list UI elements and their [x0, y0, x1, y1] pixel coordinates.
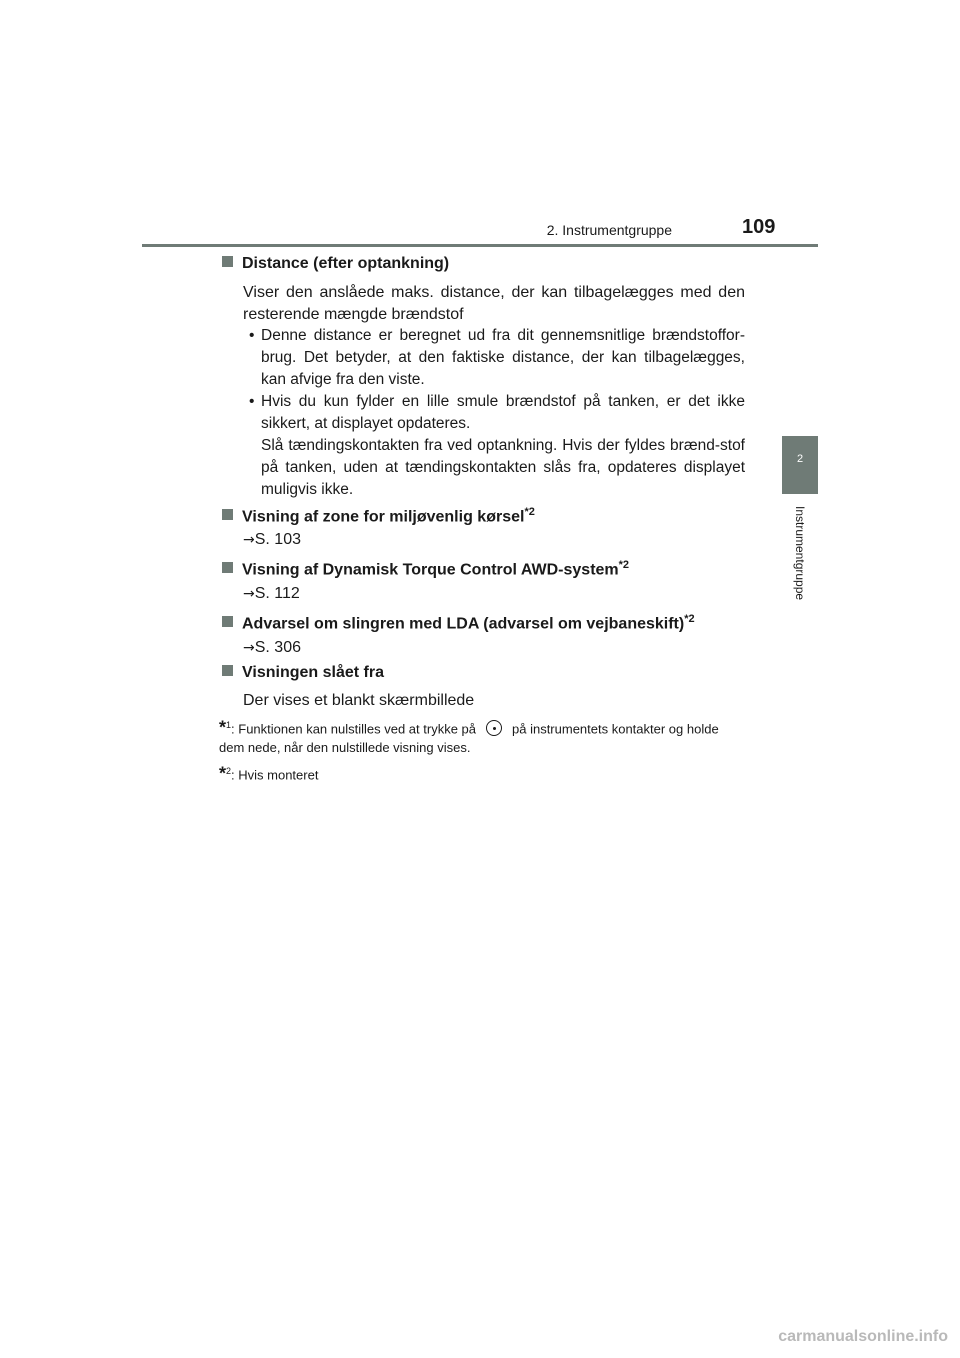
section-heading-eco-zone	[222, 506, 535, 526]
footnote-2	[219, 762, 746, 784]
page-reference-text: S. 103	[254, 531, 301, 548]
page-reference-link[interactable]	[243, 637, 745, 659]
chapter-tab[interactable]: 2	[782, 436, 818, 494]
arrow-right-icon: →	[243, 532, 255, 548]
section-heading-text: Distance (efter optankning)	[242, 255, 450, 272]
chapter-tab-label-text: Instrumentgruppe	[793, 506, 807, 601]
footnote-text: på instrumentets kontakter og holde dem nede, når den nulstillede visning vises.	[219, 721, 719, 756]
header-rule	[142, 244, 818, 247]
bullet-dot-icon: •	[249, 393, 255, 410]
bullet-text: Hvis du kun fylder en lille smule brændstof på tanken, er det ikke sikkert, at displayet opdateres.	[261, 393, 745, 432]
section-heading-text: Visning af zone for miljøvenlig kørsel	[242, 508, 525, 526]
section-heading-text: Visning af Dynamisk Torque Control AWD-system	[242, 561, 619, 579]
bullet-item	[243, 391, 745, 435]
arrow-right-icon: →	[243, 640, 255, 656]
footnote-number: 2	[226, 766, 232, 776]
page-reference-text: S. 112	[254, 585, 300, 602]
square-bullet-icon	[222, 509, 233, 520]
section-heading-lda	[222, 613, 695, 633]
footnote-marker: *2	[684, 613, 695, 625]
footnote-star: *	[219, 763, 227, 784]
bullet-continuation	[243, 435, 745, 501]
button-dot-icon	[486, 720, 502, 736]
bullet-item	[243, 325, 745, 391]
section-heading-awd	[222, 559, 629, 579]
footnote-marker: *2	[524, 506, 535, 518]
footnote-marker: *2	[618, 559, 630, 571]
section-heading-display-off	[222, 664, 384, 682]
section-heading-distance	[222, 255, 449, 273]
square-bullet-icon	[222, 616, 233, 627]
header-section-title: 2. Instrumentgruppe	[546, 222, 672, 238]
watermark: carmanualsonline.info	[778, 1328, 948, 1345]
page-reference-text: S. 306	[254, 639, 301, 656]
page-reference-link[interactable]	[243, 529, 745, 551]
section-body-display-off: Der vises et blankt skærmbillede	[243, 692, 475, 709]
bullet-dot-icon: •	[249, 327, 255, 344]
square-bullet-icon	[222, 256, 233, 267]
footnote-number: 1	[226, 720, 232, 730]
section-heading-text: Visningen slået fra	[242, 664, 384, 681]
square-bullet-icon	[222, 562, 233, 573]
arrow-right-icon: →	[243, 586, 255, 602]
page-reference-link[interactable]	[243, 583, 745, 605]
bullet-text: Slå tændingskontakten fra ved optankning. Hvis der fyldes brænd-stof på tanken, uden at tændingskontakten slås fra, opdateres displayet muligvis ikke.	[261, 437, 745, 498]
footnote-text: : Hvis monteret	[231, 767, 319, 783]
section-body-distance: Viser den anslåede maks. distance, der kan tilbagelægges med den resterende mængde brændstof	[243, 284, 745, 323]
chapter-tab-label	[782, 506, 818, 616]
footnote-text: : Funktionen kan nulstilles ved at trykke på	[231, 721, 476, 737]
footnote-star: *	[219, 717, 227, 738]
page-number: 109	[742, 216, 776, 238]
footnote-1	[219, 716, 746, 757]
bullet-text: Denne distance er beregnet ud fra dit gennemsnitlige brændstoffor-brug. Det betyder, at den faktiske distance, der kan tilbagelægges, kan afvige fra den viste.	[261, 327, 745, 388]
square-bullet-icon	[222, 665, 233, 676]
section-heading-text: Advarsel om slingren med LDA (advarsel om vejbaneskift)	[242, 615, 685, 633]
